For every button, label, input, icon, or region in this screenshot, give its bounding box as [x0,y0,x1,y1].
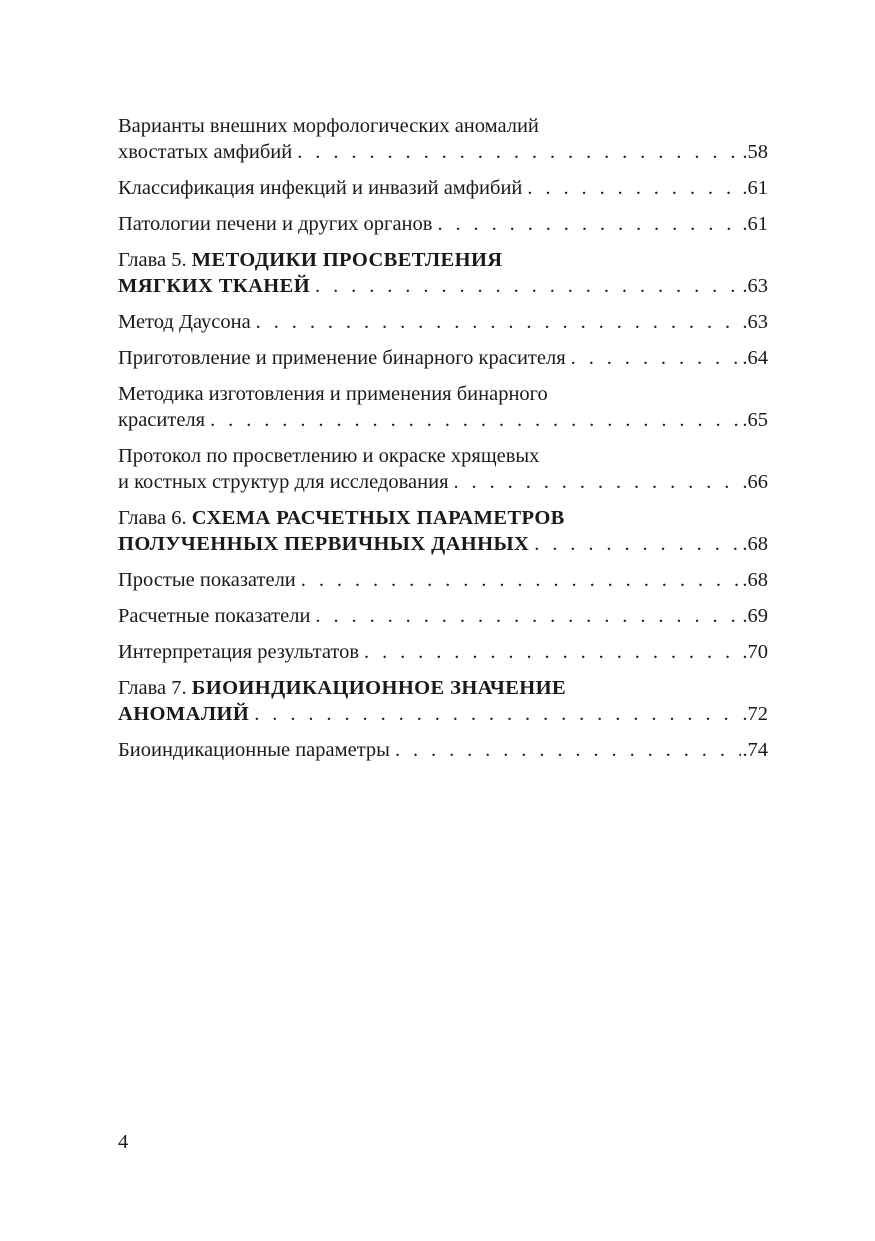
toc-entry-tail-anomalies [118,113,768,165]
toc-page-number: .69 [742,605,768,627]
toc-entry-clearing-protocol [118,443,768,495]
dot-leader [301,567,742,593]
toc-page-number: .61 [742,213,768,235]
toc-entry-line [118,737,768,763]
toc-entry-line [118,531,768,557]
toc-entry-title: Приготовление и применение бинарного красителя [118,347,566,369]
dot-leader [297,139,741,165]
toc-entry-line [118,273,768,299]
toc-chapter-7 [118,675,768,727]
toc-entry-dye-method [118,381,768,433]
toc-entry-line [118,639,768,665]
chapter-heading-line1 [118,675,768,701]
page-number: 4 [118,1131,129,1153]
toc-page-number: .65 [742,409,768,431]
dot-leader [210,407,741,433]
toc-entry-line [118,567,768,593]
toc-entry-title-line2: хвостатых амфибий [118,141,293,163]
toc-page-number: .58 [742,141,768,163]
toc-entry-title-line1: Методика изготовления и применения бинарного [118,383,548,405]
toc-entry-liver-pathologies [118,211,768,237]
toc-entry-line [118,309,768,335]
dot-leader [527,175,741,201]
toc-page-number: .68 [742,569,768,591]
toc-chapter-6 [118,505,768,557]
toc-entry-title: Расчетные показатели [118,605,311,627]
toc-entry-title-line2: красителя [118,409,206,431]
toc-entry-interpretation [118,639,768,665]
dot-leader [437,211,741,237]
toc-entry-line [118,175,768,201]
toc-entry-binary-dye [118,345,768,371]
table-of-contents [118,113,768,773]
toc-page-number: .63 [742,275,768,297]
chapter-title-part1: МЕТОДИКИ ПРОСВЕТЛЕНИЯ [191,249,503,271]
dot-leader [364,639,741,665]
toc-entry-title: Интерпретация результатов [118,641,360,663]
toc-page-number: .68 [742,533,768,555]
toc-entry-line [118,407,768,433]
chapter-title-part2: АНОМАЛИЙ [118,703,250,725]
toc-page-number: .74 [742,739,768,761]
dot-leader [256,309,742,335]
dot-leader [571,345,742,371]
dot-leader [534,531,741,557]
toc-entry-line [118,345,768,371]
toc-page-number: .70 [742,641,768,663]
toc-page-number: .72 [742,703,768,725]
chapter-title-part2: МЯГКИХ ТКАНЕЙ [118,275,311,297]
toc-entry-line [118,469,768,495]
toc-entry-title: Простые показатели [118,569,296,591]
toc-entry-line [118,211,768,237]
toc-page-number: .63 [742,311,768,333]
toc-entry-title-line2: и костных структур для исследования [118,471,449,493]
chapter-prefix: Глава 5. [118,249,192,271]
toc-entry-title: Метод Даусона [118,311,251,333]
dot-leader [454,469,742,495]
toc-entry-infections [118,175,768,201]
chapter-heading-line1 [118,505,768,531]
toc-entry-calculated-indicators [118,603,768,629]
chapter-prefix: Глава 7. [118,677,192,699]
toc-page-number: .66 [742,471,768,493]
toc-entry-line [118,139,768,165]
toc-entry-title-line1: Протокол по просветлению и окраске хрящевых [118,445,540,467]
toc-entry-simple-indicators [118,567,768,593]
chapter-prefix: Глава 6. [118,507,192,529]
chapter-title-part2: ПОЛУЧЕННЫХ ПЕРВИЧНЫХ ДАННЫХ [118,533,530,555]
toc-entry-title: Биоиндикационные параметры [118,739,390,761]
dot-leader [315,603,741,629]
toc-entry-line [118,603,768,629]
dot-leader [395,737,741,763]
toc-chapter-5 [118,247,768,299]
dot-leader [254,701,741,727]
toc-entry-title-line1: Варианты внешних морфологических аномалий [118,115,539,137]
toc-entry-title: Патологии печени и других органов [118,213,433,235]
toc-entry-dawson-method [118,309,768,335]
toc-page-number: .64 [742,347,768,369]
chapter-heading-line1 [118,247,768,273]
chapter-title-part1: БИОИНДИКАЦИОННОЕ ЗНАЧЕНИЕ [191,677,567,699]
dot-leader [315,273,741,299]
chapter-title-part1: СХЕМА РАСЧЕТНЫХ ПАРАМЕТРОВ [191,507,565,529]
toc-entry-bioindication-params [118,737,768,763]
toc-entry-title: Классификация инфекций и инвазий амфибий [118,177,523,199]
toc-page-number: .61 [742,177,768,199]
toc-entry-line [118,701,768,727]
